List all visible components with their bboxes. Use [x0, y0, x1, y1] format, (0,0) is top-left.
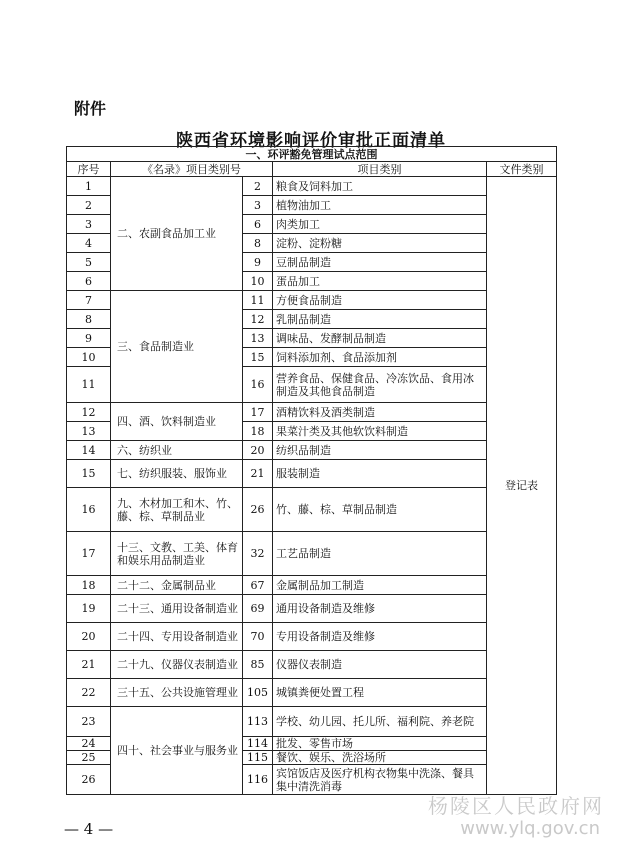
row-item: 仪器仪表制造	[273, 651, 487, 679]
section-row	[67, 147, 557, 162]
row-num: 13	[243, 329, 273, 348]
row-item: 金属制品加工制造	[273, 576, 487, 595]
row-num: 10	[243, 272, 273, 291]
table-row	[67, 403, 557, 422]
row-seq: 12	[67, 403, 111, 422]
row-item: 竹、藤、棕、草制品制造	[273, 488, 487, 532]
doc-type-cell: 登记表	[487, 177, 557, 795]
row-num: 20	[243, 441, 273, 460]
row-item: 城镇粪便处置工程	[273, 679, 487, 707]
row-item: 粮食及饲料加工	[273, 177, 487, 196]
row-seq: 18	[67, 576, 111, 595]
table-row	[67, 291, 557, 310]
row-item: 通用设备制造及维修	[273, 595, 487, 623]
row-item: 调味品、发酵制品制造	[273, 329, 487, 348]
row-category: 九、木材加工和木、竹、藤、棕、草制品业	[111, 488, 243, 532]
row-item: 乳制品制造	[273, 310, 487, 329]
header-seq: 序号	[67, 162, 111, 177]
row-seq: 11	[67, 367, 111, 403]
row-category: 六、纺织业	[111, 441, 243, 460]
row-category: 三十五、公共设施管理业	[111, 679, 243, 707]
row-category: 七、纺织服装、服饰业	[111, 460, 243, 488]
table-row	[67, 532, 557, 576]
row-num: 3	[243, 196, 273, 215]
table-row	[67, 488, 557, 532]
row-category: 二十三、通用设备制造业	[111, 595, 243, 623]
row-seq: 26	[67, 765, 111, 795]
header-doc: 文件类别	[487, 162, 557, 177]
row-item: 果菜汁类及其他软饮料制造	[273, 422, 487, 441]
row-category: 二、农副食品加工业	[111, 177, 243, 291]
row-item: 批发、零售市场	[273, 737, 487, 751]
row-num: 69	[243, 595, 273, 623]
row-seq: 10	[67, 348, 111, 367]
row-seq: 23	[67, 707, 111, 737]
row-seq: 9	[67, 329, 111, 348]
row-category: 三、食品制造业	[111, 291, 243, 403]
row-seq: 5	[67, 253, 111, 272]
section-title: 一、环评豁免管理试点范围	[67, 147, 557, 162]
row-seq: 4	[67, 234, 111, 253]
row-item: 淀粉、淀粉糖	[273, 234, 487, 253]
row-num: 21	[243, 460, 273, 488]
table-row	[67, 679, 557, 707]
row-seq: 16	[67, 488, 111, 532]
row-num: 8	[243, 234, 273, 253]
row-num: 11	[243, 291, 273, 310]
row-seq: 20	[67, 623, 111, 651]
row-seq: 25	[67, 751, 111, 765]
table-row	[67, 651, 557, 679]
row-num: 17	[243, 403, 273, 422]
row-num: 18	[243, 422, 273, 441]
row-num: 114	[243, 737, 273, 751]
row-item: 服装制造	[273, 460, 487, 488]
table-row	[67, 707, 557, 737]
row-num: 85	[243, 651, 273, 679]
row-item: 豆制品制造	[273, 253, 487, 272]
row-seq: 8	[67, 310, 111, 329]
header-item: 项目类别	[273, 162, 487, 177]
row-item: 饲料添加剂、食品添加剂	[273, 348, 487, 367]
row-seq: 6	[67, 272, 111, 291]
row-seq: 1	[67, 177, 111, 196]
row-num: 9	[243, 253, 273, 272]
table-row	[67, 177, 557, 196]
row-seq: 19	[67, 595, 111, 623]
watermark-url: www.ylq.gov.cn	[460, 818, 600, 839]
watermark-text: 杨陵区人民政府网	[428, 794, 604, 818]
row-item: 专用设备制造及维修	[273, 623, 487, 651]
row-seq: 7	[67, 291, 111, 310]
table-row	[67, 441, 557, 460]
row-item: 学校、幼儿园、托儿所、福利院、养老院	[273, 707, 487, 737]
row-category: 十三、文教、工美、体育和娱乐用品制造业	[111, 532, 243, 576]
row-num: 116	[243, 765, 273, 795]
row-num: 67	[243, 576, 273, 595]
row-category: 二十四、专用设备制造业	[111, 623, 243, 651]
row-item: 植物油加工	[273, 196, 487, 215]
table-row	[67, 623, 557, 651]
row-num: 115	[243, 751, 273, 765]
row-num: 16	[243, 367, 273, 403]
row-item: 方便食品制造	[273, 291, 487, 310]
row-num: 2	[243, 177, 273, 196]
row-item: 肉类加工	[273, 215, 487, 234]
row-item: 工艺品制造	[273, 532, 487, 576]
row-item: 营养食品、保健食品、冷冻饮品、食用冰制造及其他食品制造	[273, 367, 487, 403]
header-category-no: 《名录》项目类别号	[111, 162, 273, 177]
row-category: 四十、社会事业与服务业	[111, 707, 243, 795]
table-row	[67, 595, 557, 623]
row-seq: 22	[67, 679, 111, 707]
row-seq: 13	[67, 422, 111, 441]
row-item: 宾馆饭店及医疗机构衣物集中洗涤、餐具集中清洗消毒	[273, 765, 487, 795]
document-title: 陕西省环境影响评价审批正面清单	[176, 131, 446, 151]
row-num: 32	[243, 532, 273, 576]
row-num: 12	[243, 310, 273, 329]
row-num: 6	[243, 215, 273, 234]
table-row	[67, 576, 557, 595]
row-seq: 24	[67, 737, 111, 751]
row-seq: 21	[67, 651, 111, 679]
row-seq: 15	[67, 460, 111, 488]
row-item: 酒精饮料及酒类制造	[273, 403, 487, 422]
row-seq: 3	[67, 215, 111, 234]
row-seq: 2	[67, 196, 111, 215]
row-num: 15	[243, 348, 273, 367]
row-category: 四、酒、饮料制造业	[111, 403, 243, 441]
row-num: 105	[243, 679, 273, 707]
page-number: — 4 —	[64, 820, 114, 838]
table-row	[67, 460, 557, 488]
approval-list-table	[66, 146, 557, 795]
row-item: 纺织品制造	[273, 441, 487, 460]
row-category: 二十九、仪器仪表制造业	[111, 651, 243, 679]
header-row	[67, 162, 557, 177]
row-category: 二十二、金属制品业	[111, 576, 243, 595]
row-num: 26	[243, 488, 273, 532]
attachment-label: 附件	[74, 99, 107, 118]
row-seq: 14	[67, 441, 111, 460]
row-item: 餐饮、娱乐、洗浴场所	[273, 751, 487, 765]
row-num: 113	[243, 707, 273, 737]
row-seq: 17	[67, 532, 111, 576]
row-num: 70	[243, 623, 273, 651]
row-item: 蛋品加工	[273, 272, 487, 291]
